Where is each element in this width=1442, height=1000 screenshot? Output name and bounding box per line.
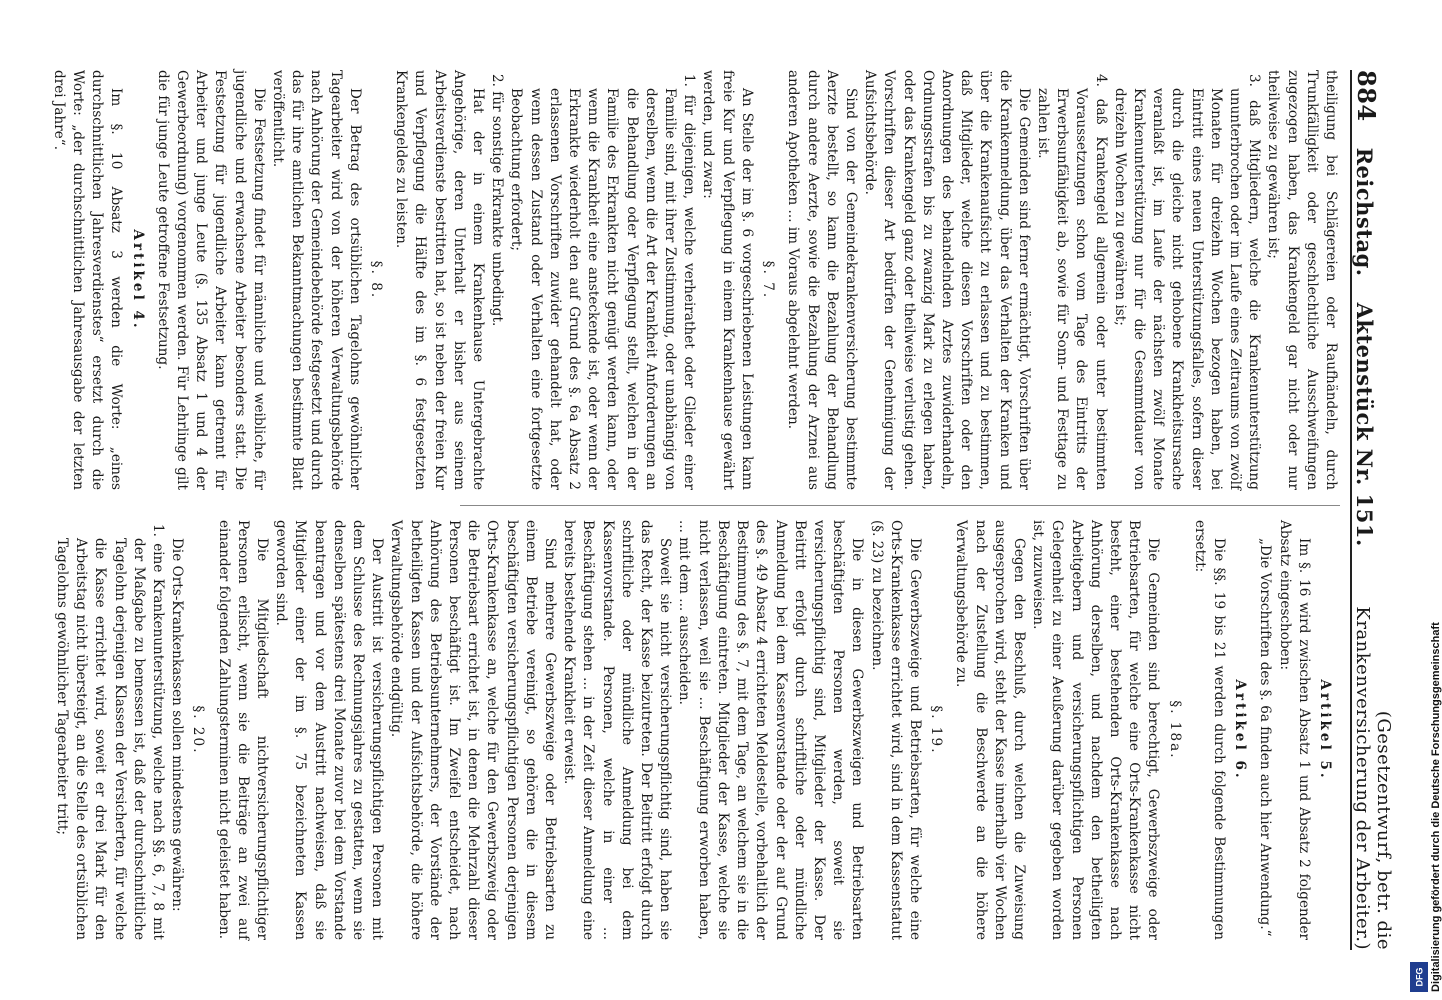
article-heading: Artikel 6. bbox=[1232, 679, 1249, 781]
page-header bbox=[1350, 70, 1392, 950]
paragraph: Gegen den Beschluß, durch welchen die Zuweisung ausgesprochen wird, steht der Kasse innerhalb vier Wochen nach der Zustellung die Beschwerde an die höhere Verwaltungsbehörde zu. bbox=[953, 520, 1027, 940]
list-item: 3. daß Mitgliedern, welche die Krankenunterstützung ununterbrochen oder im Laufe eines Zeitraums von zwölf Monaten für dreizehn Wochen bezogen haben, bei Eintritt eines neuen Unterstützungsfalles, sofern dieser durch die gleiche nicht gehobene Krankheitsursache veranlaßt ist, im Laufe der nächsten zwölf Monate Krankenunterstützung nur für die Gesammtdauer von dreizehn Wochen zu gewähren ist; bbox=[1111, 74, 1263, 490]
document-subject: (Gesetzentwurf, betr. die Krankenversicherung der Arbeiter.) bbox=[1352, 606, 1394, 950]
paragraph: An Stelle der im §. 6 vorgeschriebenen Leistungen kann freie Kur und Verpflegung in einem Krankenhause gewährt werden, und zwar: bbox=[700, 70, 755, 490]
paragraph: Soweit sie nicht versicherungspflichtig sind, haben sie das Recht, der Kasse beizutreten. Der Beitritt erfolgt durch schriftliche oder mündliche Anmeldung bei dem Kassenvorstande. Personen, welche in einer ... Beschäftigung stehen ... in der Zeit dieser Anmeldung eine bereits bestehende Krankheit erweist. bbox=[561, 520, 674, 940]
paragraph: Sind von der Gemeindekrankenversicherung bestimmte Aerzte bestellt, so kann die Bezahlung der Behandlung durch andere Aerzte, sowie die Bezahlung der Arznei aus anderen Apotheken ... im Voraus abgelehnt werden. bbox=[785, 70, 859, 490]
digitization-strip bbox=[1406, 0, 1432, 1000]
paragraph: Die in diesen Gewerbszweigen und Betriebsarten beschäftigten Personen werden, soweit sie versicherungspflichtig sind, Mitglieder der Kasse. Der Beitritt erfolgt durch schriftliche oder mündliche Anmeldung bei dem Kassenvorstande oder der auf Grund des §. 49 Absatz 4 errichteten Meldestelle, vorbehaltlich der Bestimmung des §. 7, mit dem Tage, an welchem sie in die Beschäftigung eintreten. Mitglieder der Kasse, welche sie nicht verlassen, weil sie ... Beschäftigung erworben haben, ... mit dem ... ausscheiden. bbox=[676, 520, 866, 940]
paragraph: Die Gemeinden sind berechtigt, Gewerbszweige oder Betriebsarten, für welche eine Orts-Krankenkasse nicht besteht, einer bestehenden Orts-Krankenkasse nach Anhörung derselben, und nachdem den betheiligten Arbeitgebern und versicherungspflichtigen Personen Gelegenheit zu einer Aeußerung darüber gegeben worden ist, zuzuweisen. bbox=[1030, 520, 1162, 940]
paragraph: Im §. 16 wird zwischen Absatz 1 und Absatz 2 folgender Absatz eingeschoben: bbox=[1276, 520, 1312, 940]
section-heading: §. 20. bbox=[190, 705, 207, 755]
dfg-logo[interactable] bbox=[1410, 962, 1428, 992]
paragraph: theiligung bei Schlägereien oder Raufhändeln, durch Trunkfälligkeit oder geschlechtliche Ausschweifungen zugezogen haben, das Krankengeld gar nicht oder nur theilweise zu gewähren ist; bbox=[1265, 70, 1339, 490]
article-heading: Artikel 4. bbox=[129, 229, 146, 331]
paragraph: Die Mitgliedschaft nichtversicherungspflichtiger Personen erlischt, wenn sie die Beiträge an zwei auf einander folgenden Zahlungsterminen nicht geleistet haben. bbox=[215, 520, 271, 940]
quotation: „Die Vorschriften des §. 6a finden auch hier Anwendung.“ bbox=[1257, 538, 1274, 937]
column-divider bbox=[460, 505, 1340, 506]
right-column bbox=[52, 520, 1340, 940]
left-column bbox=[49, 70, 1340, 490]
paragraph: Sind mehrere Gewerbszweige oder Betriebsarten zu einem Betriebe vereinigt, so gehören die in diesem beschäftigten versicherungspflichtigen Personen derjenigen Orts-Krankenkasse an, welche für den Gewerbszweig oder die Betriebsart errichtet ist, in denen die Mehrzahl dieser Personen beschäftigt ist. Im Zweifel entscheidet, nach Anhörung des Betriebsunternehmers, der Vorstände der betheiligten Kassen und der Aufsichtsbehörde, die höhere Verwaltungsbehörde endgültig. bbox=[388, 520, 559, 940]
paragraph: Der Betrag des ortsüblichen Tagelohns gewöhnlicher Tagearbeiter wird von der höheren Verwaltungsbehörde nach Anhörung der Gemeindebehörde festgesetzt und durch das für ihre amtlichen Bekanntmachungen bestimmte Blatt veröffentlicht. bbox=[270, 70, 363, 490]
document-number: Aktenstück Nr. 151. bbox=[1352, 302, 1377, 547]
paragraph: Die §§. 19 bis 21 werden durch folgende Bestimmungen ersetzt: bbox=[1191, 520, 1227, 940]
list-item: 1. für diejenigen, welche verheirathet oder Glieder einer Familie sind, mit ihrer Zustimmung, oder unabhängig von derselben, wenn die Art der Krankheit Anforderungen an die Behandlung oder Verpflegung stellt, welchen in der Familie des Erkrankten nicht genügt werden kann, oder wenn die Krankheit eine ansteckende ist, oder wenn der Erkrankte wiederholt den auf Grund des §. 6a Absatz 2 erlassenen Vorschriften zuwider gehandelt hat, oder wenn dessen Zustand oder Verhalten eine fortgesetzte Beobachtung erfordert; bbox=[508, 74, 698, 490]
section-heading: §. 19. bbox=[928, 705, 945, 755]
paragraph: Die Gemeinden sind ferner ermächtigt, Vorschriften über die Krankenmeldung, über das Verhalten der Kranken und über die Krankenaufsicht zu erlassen und zu bestimmen, daß Mitglieder, welche diesen Vorschriften oder den Anordnungen des behandelnden Arztes zuwiderhandeln, Ordnungsstrafen bis zu zwanzig Mark zu erlegen haben, oder das Krankengeld ganz oder theilweise verlustig gehen. Vorschriften dieser Art bedürfen der Genehmigung der Aufsichtsbehörde. bbox=[862, 70, 1032, 490]
list-item: 2. für sonstige Erkrankte unbedingt. bbox=[489, 74, 506, 327]
paragraph: Die Orts-Krankenkassen sollen mindestens gewähren: bbox=[169, 538, 186, 912]
list-item: 4. daß Krankengeld allgemein oder unter bestimmten Voraussetzungen schon vom Tage des Eintritts der Erwerbsunfähigkeit ab, sowie für Sonn- und Festtage zu zahlen ist. bbox=[1034, 74, 1109, 490]
article-heading: Artikel 5. bbox=[1317, 679, 1333, 781]
paragraph: Hat der in einem Krankenhause Untergebrachte Angehörige, deren Unterhalt er bisher aus seinem Arbeitsverdienste bestritten hat, so ist neben der freien Kur und Verpflegung die Hälfte des im §. 6 festgesetzten Krankengeldes zu leisten. bbox=[393, 70, 487, 490]
paragraph: Der Austritt ist versicherungspflichtigen Personen mit dem Schlusse des Rechnungsjahres zu gestatten, wenn sie denselben spätestens drei Monate zuvor bei dem Vorstande beantragen und vor dem Austritt nachweisen, daß sie Mitglieder einer der im §. 75 bezeichneten Kassen geworden sind. bbox=[273, 520, 386, 940]
section-heading: §. 8. bbox=[368, 260, 385, 300]
digitization-credit: Digitalisierung gefördert durch die Deutsche Forschungsgemeinschaft bbox=[1430, 622, 1442, 992]
paragraph: Die Gewerbszweige und Betriebsarten, für welche eine Orts-Krankenkasse errichtet wird, sind in dem Kassenstatut (§. 23) zu bezeichnen. bbox=[868, 520, 923, 940]
list-item: 1. eine Krankenunterstützung, welche nach §§. 6, 7, 8 mit der Maßgabe zu bemessen ist, daß der durchschnittliche Tagelohn derjenigen Klassen der Versicherten, für welche die Kasse errichtet wird, soweit er drei Mark für den Arbeitstag nicht übersteigt, an die Stelle des ortsüblichen Tagelohns gewöhnlicher Tagearbeiter tritt; bbox=[54, 524, 167, 940]
section-heading: §. 7. bbox=[760, 260, 777, 300]
session-title: Reichstag. bbox=[1352, 147, 1377, 277]
page-number: 884 bbox=[1352, 70, 1381, 122]
dfg-logo-text: DFG bbox=[1414, 967, 1424, 987]
paragraph: Im §. 10 Absatz 3 werden die Worte: „eines durchschnittlichen Jahresverdienstes“ ersetzt durch die Worte: „der durchschnittlichen Jahresausgabe der letzten drei Jahre“. bbox=[50, 70, 125, 490]
section-heading: §. 18a. bbox=[1166, 700, 1183, 760]
paragraph: Die Festsetzung findet für männliche und weibliche, für jugendliche und erwachsene Arbeiter besonders statt. Die Festsetzung für jugendliche Arbeiter kann getrennt für Arbeiter und junge Leute (§. 135 Absatz 1 und 4 der Gewerbeordnung) vorgenommen werden. Für Lehrlinge gilt die für junge Leute getroffene Festsetzung. bbox=[154, 70, 267, 490]
